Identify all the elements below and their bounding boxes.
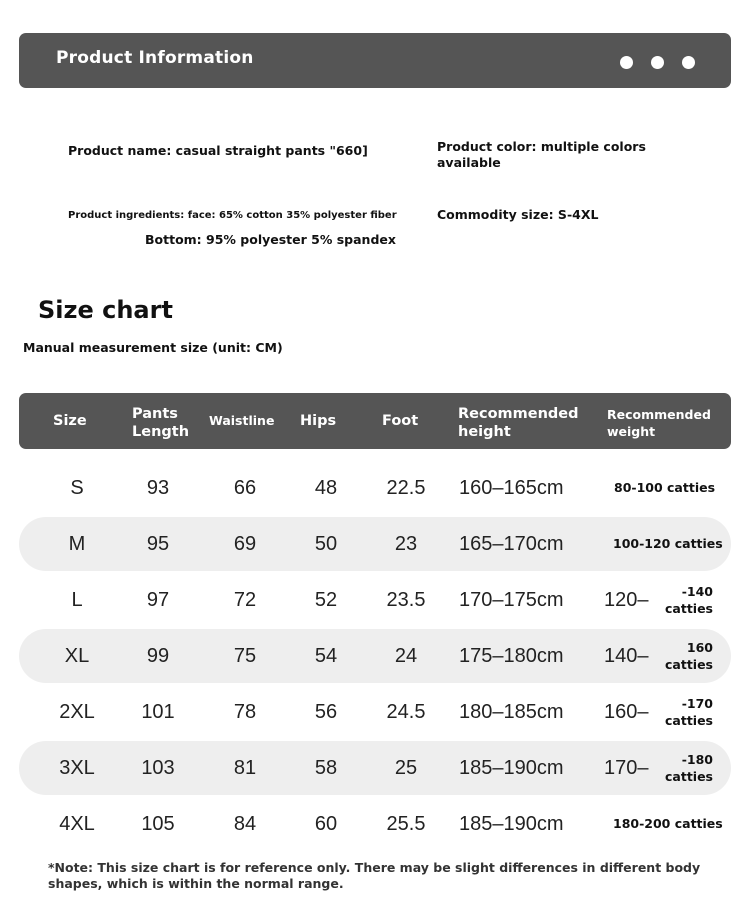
weight-unit: catties bbox=[665, 657, 713, 672]
col-foot: Foot bbox=[382, 413, 419, 429]
cell-foot: 24 bbox=[394, 645, 418, 667]
cell-length: 105 bbox=[141, 813, 175, 835]
cell-height: 165–170cm bbox=[459, 533, 564, 555]
cell-weight-start: 170– bbox=[604, 757, 649, 779]
col-hips: Hips bbox=[300, 413, 337, 429]
product-information-header bbox=[19, 33, 731, 88]
table-row bbox=[19, 629, 731, 683]
col-recommended-weight: Recommended weight bbox=[607, 407, 711, 439]
cell-size: S bbox=[70, 477, 84, 499]
cell-length: 95 bbox=[146, 533, 170, 555]
cell-length: 101 bbox=[141, 701, 175, 723]
product-name: Product name: casual straight pants "660] bbox=[68, 143, 368, 158]
table-row bbox=[19, 461, 731, 515]
cell-weight: 100-120 catties bbox=[613, 536, 723, 551]
product-color: Product color: multiple colors available bbox=[437, 139, 646, 170]
cell-hips: 60 bbox=[314, 813, 338, 835]
cell-weight-end bbox=[665, 751, 713, 785]
cell-height: 175–180cm bbox=[459, 645, 564, 667]
cell-size: 2XL bbox=[59, 701, 95, 723]
weight-end-value: -140 bbox=[681, 584, 713, 599]
cell-waist: 81 bbox=[233, 757, 257, 779]
table-row bbox=[19, 517, 731, 571]
cell-foot: 24.5 bbox=[386, 701, 426, 723]
cell-height: 160–165cm bbox=[459, 477, 564, 499]
header-title: Product Information bbox=[56, 48, 254, 68]
cell-foot: 25.5 bbox=[386, 813, 426, 835]
cell-height: 185–190cm bbox=[459, 813, 564, 835]
table-row bbox=[19, 685, 731, 739]
cell-foot: 23 bbox=[394, 533, 418, 555]
more-options-icon[interactable] bbox=[620, 56, 695, 69]
weight-end-value: -180 bbox=[681, 752, 713, 767]
cell-height: 185–190cm bbox=[459, 757, 564, 779]
cell-waist: 75 bbox=[233, 645, 257, 667]
cell-hips: 52 bbox=[314, 589, 338, 611]
cell-weight: 80-100 catties bbox=[614, 480, 716, 495]
cell-height: 180–185cm bbox=[459, 701, 564, 723]
cell-waist: 69 bbox=[233, 533, 257, 555]
col-pants-length: Pants Length bbox=[132, 406, 190, 440]
cell-weight-start: 160– bbox=[604, 701, 649, 723]
cell-size: M bbox=[68, 533, 86, 555]
cell-weight-end bbox=[665, 583, 713, 617]
cell-size: XL bbox=[64, 645, 90, 667]
cell-waist: 72 bbox=[233, 589, 257, 611]
cell-waist: 84 bbox=[233, 813, 257, 835]
cell-weight-start: 140– bbox=[604, 645, 649, 667]
cell-foot: 25 bbox=[394, 757, 418, 779]
product-ingredients-face: Product ingredients: face: 65% cotton 35% polyester fiber bbox=[68, 210, 397, 221]
cell-length: 93 bbox=[146, 477, 170, 499]
cell-hips: 56 bbox=[314, 701, 338, 723]
col-recommended-height: Recommended height bbox=[458, 406, 579, 440]
table-row bbox=[19, 797, 731, 851]
cell-height: 170–175cm bbox=[459, 589, 564, 611]
cell-weight-end bbox=[665, 639, 713, 673]
product-ingredients-bottom: Bottom: 95% polyester 5% spandex bbox=[145, 232, 396, 247]
cell-waist: 78 bbox=[233, 701, 257, 723]
cell-hips: 54 bbox=[314, 645, 338, 667]
weight-unit: catties bbox=[665, 601, 713, 616]
col-waistline: Waistline bbox=[209, 413, 275, 428]
unit-note: Manual measurement size (unit: CM) bbox=[23, 340, 283, 355]
cell-foot: 22.5 bbox=[386, 477, 426, 499]
weight-unit: catties bbox=[665, 713, 713, 728]
dot-icon bbox=[651, 56, 664, 69]
size-table-header bbox=[19, 393, 731, 449]
cell-foot: 23.5 bbox=[386, 589, 426, 611]
cell-waist: 66 bbox=[233, 477, 257, 499]
cell-hips: 58 bbox=[314, 757, 338, 779]
cell-size: 3XL bbox=[59, 757, 95, 779]
cell-length: 97 bbox=[146, 589, 170, 611]
col-size: Size bbox=[53, 413, 87, 429]
table-row bbox=[19, 573, 731, 627]
dot-icon bbox=[682, 56, 695, 69]
commodity-size: Commodity size: S-4XL bbox=[437, 207, 599, 222]
weight-end-value: 160 bbox=[686, 640, 713, 655]
table-row bbox=[19, 741, 731, 795]
dot-icon bbox=[620, 56, 633, 69]
cell-size: 4XL bbox=[59, 813, 95, 835]
cell-hips: 50 bbox=[314, 533, 338, 555]
cell-size: L bbox=[71, 589, 83, 611]
cell-length: 103 bbox=[141, 757, 175, 779]
cell-weight-start: 120– bbox=[604, 589, 649, 611]
cell-weight: 180-200 catties bbox=[613, 816, 723, 831]
size-chart-title: Size chart bbox=[38, 296, 173, 324]
footnote: *Note: This size chart is for reference only. There may be slight differences in different body shapes, which is within the normal range. bbox=[48, 860, 701, 891]
weight-end-value: -170 bbox=[681, 696, 713, 711]
cell-weight-end bbox=[665, 695, 713, 729]
cell-length: 99 bbox=[146, 645, 170, 667]
weight-unit: catties bbox=[665, 769, 713, 784]
cell-hips: 48 bbox=[314, 477, 338, 499]
